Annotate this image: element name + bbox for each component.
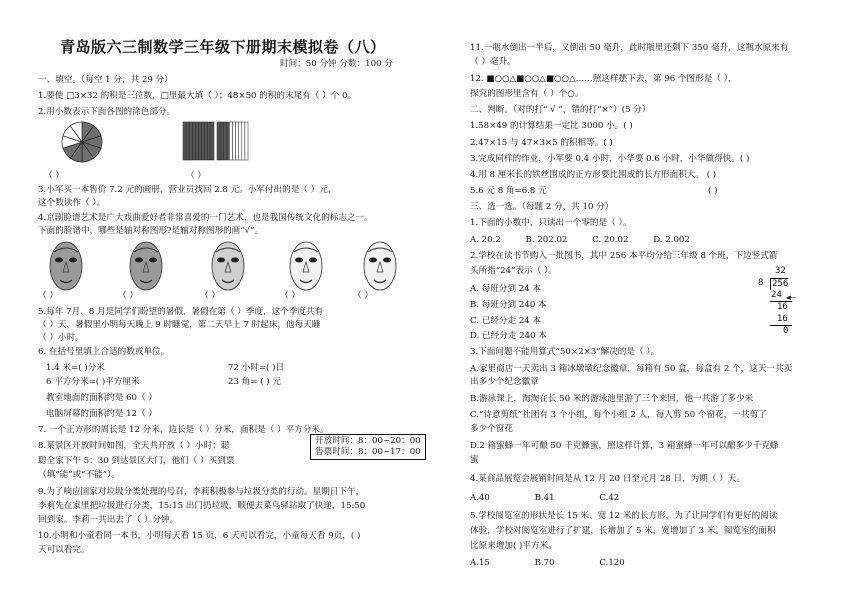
question-12-line-1: 12. ■○○△■○○△■○○△……照这样摆下去，第 96 个图形是（ ）， xyxy=(470,74,737,84)
q6-row3: 教室地面的面积约是 60（ ） xyxy=(46,393,157,403)
opera-mask-icon xyxy=(50,242,82,290)
q6-row2-a: 6 平方分米=( )平方厘米 xyxy=(46,377,140,387)
choice-4-option-a: A.40 xyxy=(470,493,490,503)
question-4-line-2: 下面的脸谱中，哪些是轴对称图形?是轴对称图形的画“√”。 xyxy=(38,226,264,236)
judge-3: 3.完成同样的作业，小军要 0.4 小时，小华要 0.6 小时，小华做得快。( ) xyxy=(470,154,750,164)
choice-2-option-c: C. 已经分走 24 本 xyxy=(470,316,542,326)
opera-mask-icon xyxy=(130,242,162,290)
mask-blank-1: （ ） xyxy=(38,291,58,301)
question-8-line-2: 聪全家下午 5：30 到达景区大门，他们（ ）买到票 xyxy=(38,456,235,466)
choice-3: 3.下面问题不能用算式“50×2×3”解决的是（ ）。 xyxy=(470,347,660,357)
question-6: 6. 在括号里填上合适的数或单位。 xyxy=(38,347,170,357)
q6-row1-a: 1.4 米=( )分米 xyxy=(46,363,105,373)
bar-strip xyxy=(205,122,208,160)
judge-2: 2.47×15 与 47×3×5 的积相等。( ) xyxy=(470,138,613,148)
q2-blank-2: （ ） xyxy=(186,171,206,181)
question-9-line-2: 李莉先在家里把垃圾进行分类，15:15 出门扔垃圾，顺便去菜鸟驿站取了快递，15:50 xyxy=(38,501,366,511)
bar-strip xyxy=(186,122,189,160)
question-11-line-2: （ ）毫升。 xyxy=(470,57,516,67)
judge-1: 1.58×49 的计算结果一定比 3000 小。( ) xyxy=(470,121,633,131)
bar-strip xyxy=(192,122,195,160)
judge-5: 5.6 元 8 角=6.8 元 xyxy=(470,186,547,196)
question-1: 1.要使 □3×32 的积是三位数，□里最大填（ ）；48×50 的积的末尾有（ ）个 0。 xyxy=(38,91,357,101)
choice-5-option-a: A.15 xyxy=(470,558,490,568)
question-8-line-1: 8.某景区开放时间如图，全天共开放（ ）小时；聪 xyxy=(38,441,230,451)
choice-5-option-b: B.70 xyxy=(534,558,555,568)
choice-2-option-a: A. 每班分到 24 本 xyxy=(470,284,542,294)
choice-5-options xyxy=(470,557,647,570)
question-9-line-1: 9.为了响应国家对垃圾分类处理的号召，李莉积极参与垃圾分类的行动。星期日下午， xyxy=(38,487,365,497)
mask-blank-2: （ ） xyxy=(118,291,138,301)
choice-2-line-2: 头所指“24”表示（ ）。 xyxy=(470,266,557,276)
bar-strip xyxy=(189,122,192,160)
question-4-line-1: 4.京剧脸谱艺术是广大戏曲爱好者非常喜爱的一门艺术，也是我国传统文化的标志之一。 xyxy=(38,213,373,223)
bar-strip xyxy=(199,122,202,160)
bar-strip xyxy=(226,122,229,160)
question-10-line-1: 10.小明和小童看同一本书，小明每天看 15 页，6 天可以看完，小童每天看 9页，( ) xyxy=(38,531,361,541)
choice-4: 4.某商品展览会展销时间是从 12 月 20 日至元月 28 日，为期（ ）天。 xyxy=(470,474,745,484)
choice-5-line-1: 5.学校阅览室的形状是长 15 米、宽 12 米的长方形，为了让同学们有更好的阅读 xyxy=(470,511,778,521)
bar-strip xyxy=(211,122,214,160)
choice-1-option-a: A. 20.2 xyxy=(470,235,501,245)
division-dividend: 256 xyxy=(772,279,789,289)
mask-blank-5: （ ） xyxy=(353,291,373,301)
bar-strip xyxy=(195,122,198,160)
opera-mask-icon xyxy=(364,242,396,290)
choice-1-option-d: D. 2.002 xyxy=(653,235,690,245)
section-2-heading: 二、判断。（对的打“ √ ”，错的打“×”）(5 分） xyxy=(470,105,651,115)
question-2: 2.用小数表示下面各图的涂色部分。 xyxy=(38,107,176,117)
bar-strip xyxy=(242,122,245,160)
bar-strip xyxy=(217,122,220,160)
q6-row4: 电脑屏幕的面积约是 12（ ） xyxy=(46,409,157,419)
choice-1: 1.下面的小数中，只读出一个零的是（ ）。 xyxy=(470,218,632,228)
question-5-line-1: 5.每年 7月、8 月是同学们盼望的暑假，暑假在第（ ）季度，这个季度共有 xyxy=(38,307,324,317)
division-quotient: 32 xyxy=(775,266,786,276)
opera-mask-icon xyxy=(290,242,322,290)
choice-3-option-d-line-2: 蜜 xyxy=(470,455,479,465)
bar-strip xyxy=(202,122,205,160)
question-3-line-1: 3.小军买一本售价 7.2 元的画册，营业员找回 2.8 元。小军付出的是（ ）元， xyxy=(38,185,337,195)
q6-row1-b: 72 小时=( )日 xyxy=(228,363,285,373)
bar-strip xyxy=(183,122,186,160)
question-11-line-1: 11.一瓶水倒出一半后，又倒出 50 毫升，此时瓶里还剩下 350 毫升，这瓶水原来有 xyxy=(470,43,789,53)
choice-1-options xyxy=(470,234,712,247)
question-3-line-2: 这个数读作（ ）。 xyxy=(38,198,106,208)
choice-2-option-b: B. 每班分到 240 本 xyxy=(470,300,547,310)
question-9-line-3: 回到家。李莉一共出去了（ ）分钟。 xyxy=(38,515,179,525)
opera-masks xyxy=(44,238,424,294)
choice-5-line-3: 比原来增加( )平方米。 xyxy=(470,541,557,551)
opera-mask-icon xyxy=(212,242,244,290)
long-division xyxy=(758,266,808,342)
choice-1-option-b: B. 202.02 xyxy=(525,235,568,245)
division-step-3: 16 xyxy=(777,314,788,324)
exam-meta: 时间：50 分钟 分数：100 分 xyxy=(280,59,393,69)
question-5-line-2: （ ）天，暑假里小明每天晚上 9 时睡觉，第二天早上 7 时起床，他每天睡 xyxy=(38,320,321,330)
section-1-heading: 一、填空。（每空 1 分，共 29 分） xyxy=(38,75,173,85)
question-8-line-3: （填“能”或“不能”）。 xyxy=(38,470,121,480)
choice-5-option-c: C.120 xyxy=(599,558,625,568)
bar-strip xyxy=(236,122,239,160)
division-remainder: 0 xyxy=(783,326,789,336)
choice-3-option-a-line-1: A.家里商店一天卖出 3 箱冰墩墩纪念徽章，每箱有 50 盒，每盒有 2 个，这天一共卖 xyxy=(470,364,793,374)
choice-2-line-1: 2.学校在读书节购入一批图书，其中 256 本平均分给三年级 8 个班，下边竖式箭 xyxy=(470,251,778,261)
bar-strip xyxy=(220,122,223,160)
choice-2-option-d: D. 已经分走 240 本 xyxy=(470,331,547,341)
choice-3-option-d-line-1: D.2 箱蜜蜂一年可酿 50 千克蜂蜜，照这样计算，3 箱蜜蜂一年可以酿多少千克蜂 xyxy=(470,441,779,451)
bar-strip xyxy=(245,122,248,160)
division-step-1: 24 xyxy=(771,290,782,300)
choice-4-option-c: C.42 xyxy=(599,493,620,503)
choice-3-option-b: B.游泳课上，淘淘在长 50 米的游泳池里游了三个来回，他一共游了多少米 xyxy=(470,394,754,404)
judge-5-blank: ( ) xyxy=(708,186,718,196)
choice-3-option-c-line-1: C.“诗意剪纸”社团有 3 个小组，每个小组 2 人，每人剪 50 个窗花，一共剪了 xyxy=(470,410,767,420)
bar-strip xyxy=(233,122,236,160)
mask-blank-4: （ ） xyxy=(280,291,300,301)
question-10-line-2: 天可以看完。 xyxy=(38,545,90,555)
question-7: 7. 一个正方形的周长是 12 分米，边长是（ ）分米，面积是（ ）平方分米。 xyxy=(38,425,329,435)
section-3-heading: 三、选一选。（每题 2 分，共 10 分） xyxy=(470,202,614,212)
division-step-2: 16 xyxy=(777,302,788,312)
bar-figure xyxy=(181,121,251,163)
division-divisor: 8 xyxy=(758,278,764,288)
choice-3-option-c-line-2: 多少个窗花 xyxy=(470,424,513,434)
choice-5-line-2: 体验，学校对阅览室进行了扩建，长增加了 5 米，宽增加了 3 米。阅览室的面积 xyxy=(470,526,776,536)
pie-figure xyxy=(60,120,104,164)
opening-hours: 开放时间：8：00~20：00 xyxy=(315,436,421,446)
choice-3-option-a-line-2: 出多少个纪念徽章 xyxy=(470,377,539,387)
bar-strip xyxy=(239,122,242,160)
opening-hours-box xyxy=(310,434,426,460)
choice-1-option-c: C. 20.02 xyxy=(592,235,629,245)
arrow-left-icon: ◀— xyxy=(786,293,796,302)
q6-row2-b: 23 角= ( ) 元 xyxy=(228,377,281,387)
ticket-hours: 售票时间：8：00~17：00 xyxy=(315,447,421,457)
mask-blank-3: （ ） xyxy=(200,291,220,301)
bar-strip xyxy=(229,122,232,160)
judge-4: 4.用 8 厘米长的铁丝围成的正方形要比围成的长方形面积大。 ( ) xyxy=(470,170,717,180)
choice-4-option-b: B.41 xyxy=(534,493,555,503)
bar-strip xyxy=(208,122,211,160)
q2-blank-1: （ ） xyxy=(44,171,64,181)
question-12-line-2: 探究的图形里含有（ ）个○。 xyxy=(470,89,584,99)
question-5-line-3: （ ）小时。 xyxy=(38,333,84,343)
choice-4-options xyxy=(470,492,641,505)
bar-strip xyxy=(223,122,226,160)
page-title: 青岛版六三制数学三年级下册期末模拟卷（八） xyxy=(60,38,386,56)
